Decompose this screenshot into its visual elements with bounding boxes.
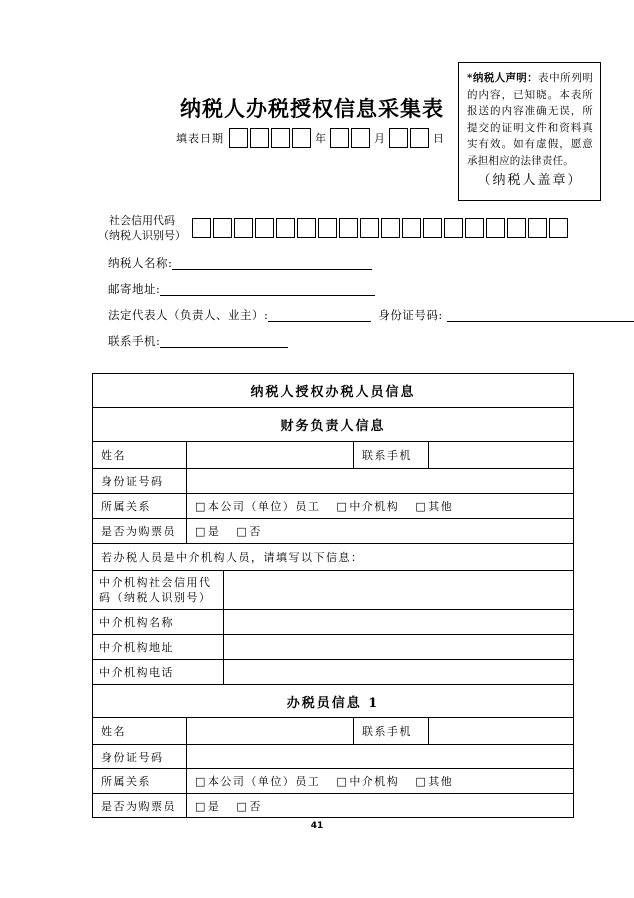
- agency-address-input[interactable]: [223, 635, 573, 659]
- taxpayer-seal-label: （纳税人盖章）: [477, 172, 583, 188]
- clerk-relation-options: [186, 769, 573, 793]
- fill-box[interactable]: [360, 218, 379, 238]
- agency-phone-input[interactable]: [223, 660, 573, 684]
- ticket-buyer-label: 是否为购票员: [101, 799, 176, 813]
- phone-label: 联系手机: [353, 718, 428, 744]
- checkbox-icon: □: [415, 500, 428, 513]
- checkbox-option-agency[interactable]: □中介机构: [336, 500, 400, 513]
- checkbox-icon: □: [236, 799, 249, 813]
- fill-box[interactable]: [250, 128, 269, 148]
- fill-box[interactable]: [351, 128, 370, 148]
- fill-box[interactable]: [339, 218, 358, 238]
- relation-label: 所属关系: [101, 500, 151, 513]
- finance-ticket-buyer-row: [93, 518, 573, 543]
- name-label: 姓名: [101, 449, 126, 462]
- clerk-name-input[interactable]: [186, 718, 353, 744]
- fill-box[interactable]: [528, 218, 547, 238]
- day-unit-label: 日: [433, 132, 445, 145]
- fill-box[interactable]: [444, 218, 463, 238]
- mail-address-input[interactable]: [160, 283, 375, 296]
- agency-phone-row: [93, 659, 573, 684]
- clerk-section-header: [93, 684, 573, 717]
- clerk-name-row: [93, 717, 573, 744]
- agency-phone-label: 中介机构电话: [99, 665, 174, 679]
- finance-section-title: 财务负责人信息: [280, 419, 386, 434]
- finance-relation-options: [186, 494, 573, 518]
- id-number-input[interactable]: [447, 309, 634, 322]
- legal-rep-row: [108, 307, 634, 323]
- relation-label: 所属关系: [101, 775, 151, 788]
- checkbox-option-no[interactable]: □否: [236, 799, 262, 813]
- declaration-body: 表中所列明的内容，已知晓。本表所报送的内容准确无误，所提交的证明文件和资料真实有效。如有虚假，愿意承担相应的法律责任。: [467, 72, 594, 167]
- agency-credit-code-input[interactable]: [223, 571, 573, 609]
- clerk-section-title: 办税员信息 1: [286, 695, 380, 711]
- fill-box[interactable]: [402, 218, 421, 238]
- fill-box[interactable]: [330, 128, 349, 148]
- agency-address-row: [93, 634, 573, 659]
- checkbox-option-company-employee[interactable]: □本公司（单位）员工: [195, 775, 321, 788]
- fill-box[interactable]: [271, 128, 290, 148]
- fill-box[interactable]: [389, 128, 408, 148]
- id-label: 身份证号码: [101, 475, 164, 488]
- checkbox-option-other[interactable]: □其他: [415, 775, 454, 788]
- taxpayer-name-input[interactable]: [172, 257, 372, 270]
- fill-box[interactable]: [255, 218, 274, 238]
- clerk-phone-input[interactable]: [428, 718, 573, 744]
- ticket-buyer-label: 是否为购票员: [101, 525, 176, 538]
- authorized-personnel-table: [92, 373, 574, 818]
- fill-box[interactable]: [229, 128, 248, 148]
- fill-box[interactable]: [213, 218, 232, 238]
- checkbox-option-other[interactable]: □其他: [415, 500, 454, 513]
- agency-credit-code-row: [93, 570, 573, 609]
- declaration-title: *纳税人声明：: [467, 72, 539, 84]
- mail-address-label: 邮寄地址:: [108, 282, 161, 296]
- fill-date-row: [92, 128, 532, 148]
- agency-name-row: [93, 609, 573, 634]
- checkbox-icon: □: [336, 775, 349, 788]
- checkbox-option-yes[interactable]: □是: [195, 799, 221, 813]
- clerk-ticket-options: [186, 794, 573, 817]
- fill-box[interactable]: [297, 218, 316, 238]
- checkbox-icon: □: [336, 500, 349, 513]
- credit-code-row: [94, 213, 570, 243]
- month-unit-label: 月: [374, 132, 386, 145]
- taxpayer-name-label: 纳税人名称:: [108, 256, 173, 270]
- credit-code-label-line2: （纳税人识别号）: [98, 229, 186, 242]
- legal-rep-label: 法定代表人（负责人、业主）:: [108, 308, 269, 322]
- agency-name-input[interactable]: [223, 610, 573, 634]
- finance-phone-input[interactable]: [428, 442, 573, 468]
- fill-box[interactable]: [234, 218, 253, 238]
- credit-code-boxes: [192, 218, 570, 238]
- checkbox-icon: □: [195, 525, 207, 538]
- day-boxes: [389, 128, 431, 148]
- credit-code-label: [94, 213, 190, 243]
- phone-label: 联系手机: [353, 442, 428, 468]
- page-number: 41: [310, 821, 324, 831]
- fill-box[interactable]: [276, 218, 295, 238]
- month-boxes: [330, 128, 372, 148]
- finance-relation-row: [93, 493, 573, 518]
- checkbox-icon: □: [195, 500, 207, 513]
- fill-box[interactable]: [410, 128, 429, 148]
- agency-credit-code-label: 中介机构社会信用代码（纳税人识别号）: [99, 576, 212, 604]
- table-title-row: [93, 374, 573, 407]
- form-title: 纳税人办税授权信息采集表: [180, 96, 444, 121]
- year-unit-label: 年: [315, 132, 327, 145]
- id-number-label: 身份证号码:: [378, 308, 443, 322]
- fill-box[interactable]: [381, 218, 400, 238]
- fill-box[interactable]: [465, 218, 484, 238]
- fill-box[interactable]: [549, 218, 568, 238]
- contact-phone-row: [108, 333, 288, 349]
- fill-box[interactable]: [292, 128, 311, 148]
- checkbox-icon: □: [415, 775, 428, 788]
- clerk-id-input[interactable]: [186, 745, 573, 768]
- finance-id-row: [93, 468, 573, 493]
- checkbox-icon: □: [195, 799, 207, 813]
- checkbox-option-company-employee[interactable]: □本公司（单位）员工: [195, 500, 321, 513]
- finance-section-header: [93, 407, 573, 441]
- year-boxes: [229, 128, 313, 148]
- clerk-relation-row: [93, 768, 573, 793]
- table-title: 纳税人授权办税人员信息: [250, 385, 416, 400]
- agency-address-label: 中介机构地址: [99, 640, 174, 654]
- fill-box[interactable]: [192, 218, 211, 238]
- fill-box[interactable]: [423, 218, 442, 238]
- credit-code-label-line1: 社会信用代码: [109, 214, 175, 227]
- fill-box[interactable]: [507, 218, 526, 238]
- fill-box[interactable]: [318, 218, 337, 238]
- checkbox-option-agency[interactable]: □中介机构: [336, 775, 400, 788]
- checkbox-icon: □: [195, 775, 207, 788]
- taxpayer-name-row: [108, 255, 372, 271]
- name-label: 姓名: [101, 725, 126, 738]
- legal-rep-input[interactable]: [268, 309, 371, 322]
- finance-name-input[interactable]: [186, 442, 353, 468]
- agency-note: 若办税人员是中介机构人员，请填写以下信息：: [101, 551, 364, 564]
- checkbox-option-yes[interactable]: □是: [195, 525, 221, 538]
- finance-ticket-options: [186, 519, 573, 543]
- agency-name-label: 中介机构名称: [99, 615, 174, 629]
- clerk-id-row: [93, 744, 573, 768]
- clerk-ticket-buyer-row: [93, 793, 573, 817]
- id-label: 身份证号码: [101, 750, 164, 764]
- contact-phone-label: 联系手机:: [108, 334, 161, 348]
- checkbox-option-no[interactable]: □否: [236, 525, 262, 538]
- fill-date-label: 填表日期: [176, 132, 224, 145]
- agency-note-row: [93, 543, 573, 570]
- finance-name-row: [93, 441, 573, 468]
- fill-box[interactable]: [486, 218, 505, 238]
- finance-id-input[interactable]: [186, 469, 573, 493]
- contact-phone-input[interactable]: [160, 335, 288, 348]
- checkbox-icon: □: [236, 525, 249, 538]
- mail-address-row: [108, 281, 375, 297]
